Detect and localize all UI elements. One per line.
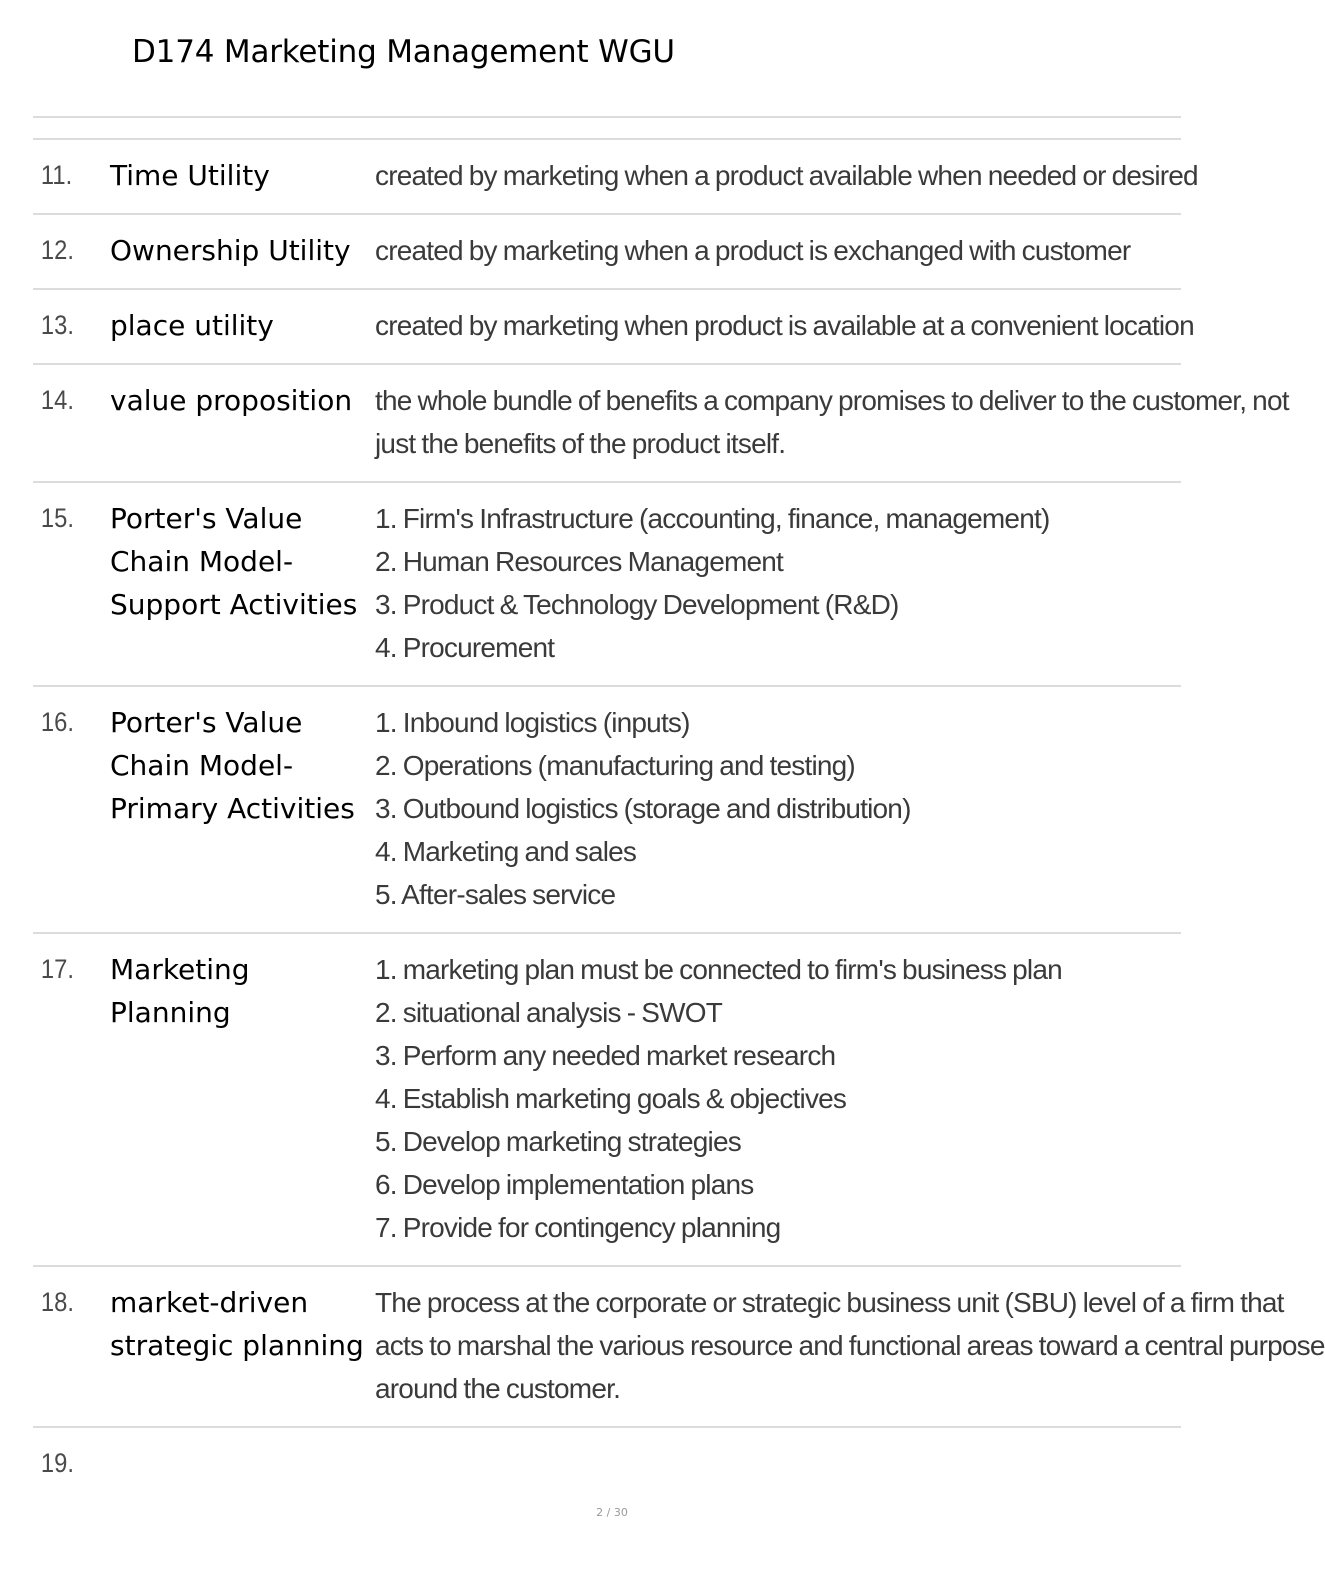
card-definition	[375, 1442, 1181, 1485]
card-number: 12.	[40, 235, 74, 265]
definition-line: 2. Human Resources Management	[375, 546, 784, 577]
card-number: 13.	[40, 310, 74, 340]
flashcard-list	[33, 138, 1325, 1485]
flashcard-row	[33, 932, 1181, 1265]
card-term: Porter's Value Chain Model- Support Activities	[110, 502, 358, 621]
flashcard-row	[33, 288, 1194, 363]
card-term	[110, 1442, 375, 1485]
flashcard-row	[33, 138, 1198, 213]
page-indicator: 2 / 30	[596, 1506, 628, 1519]
definition-line: acts to marshal the various resource and functional areas toward a central purpose	[375, 1330, 1325, 1361]
flashcard-row	[33, 481, 1181, 685]
card-term: Ownership Utility	[110, 234, 351, 267]
card-term: value proposition	[110, 384, 353, 417]
definition-line: 4. Procurement	[375, 632, 555, 663]
card-definition	[375, 154, 1198, 197]
definition-line: 2. situational analysis - SWOT	[375, 997, 723, 1028]
flashcard-row	[33, 363, 1289, 481]
definition-line: 2. Operations (manufacturing and testing)	[375, 750, 855, 781]
card-definition	[375, 497, 1181, 669]
card-term: Porter's Value Chain Model- Primary Activities	[110, 706, 355, 825]
card-definition	[375, 229, 1181, 272]
flashcard-row	[33, 1265, 1325, 1426]
flashcard-row	[33, 1426, 1181, 1485]
card-number: 17.	[40, 954, 74, 984]
card-term: place utility	[110, 309, 274, 342]
card-definition	[375, 1281, 1325, 1410]
definition-line: created by marketing when a product available when needed or desired	[375, 160, 1198, 191]
definition-line: created by marketing when product is available at a convenient location	[375, 310, 1194, 341]
card-definition	[375, 379, 1289, 465]
card-number: 18.	[40, 1287, 74, 1317]
flashcard-row	[33, 213, 1181, 288]
document-title: D174 Marketing Management WGU	[132, 34, 675, 70]
card-number: 15.	[40, 503, 74, 533]
definition-line: The process at the corporate or strategic business unit (SBU) level of a firm that	[375, 1287, 1284, 1318]
definition-line: 1. Firm's Infrastructure (accounting, finance, management)	[375, 503, 1050, 534]
definition-line: 4. Establish marketing goals & objectives	[375, 1083, 847, 1114]
definition-line: 7. Provide for contingency planning	[375, 1212, 781, 1243]
card-term: Marketing Planning	[110, 953, 250, 1029]
definition-line: 5. After-sales service	[375, 879, 616, 910]
definition-line: 3. Perform any needed market research	[375, 1040, 836, 1071]
definition-line: around the customer.	[375, 1373, 621, 1404]
card-definition	[375, 948, 1181, 1249]
definition-line: 1. Inbound logistics (inputs)	[375, 707, 690, 738]
card-number: 11.	[40, 160, 73, 190]
card-number: 14.	[40, 385, 74, 415]
definition-line: 4. Marketing and sales	[375, 836, 637, 867]
definition-line: just the benefits of the product itself.	[375, 428, 786, 459]
definition-line: created by marketing when a product is exchanged with customer	[375, 235, 1131, 266]
card-definition	[375, 701, 1181, 916]
card-number: 16.	[40, 707, 74, 737]
card-number: 19.	[40, 1448, 74, 1478]
header-divider	[33, 116, 1181, 118]
definition-line: 1. marketing plan must be connected to firm's business plan	[375, 954, 1062, 985]
definition-line: 5. Develop marketing strategies	[375, 1126, 741, 1157]
card-term: market-driven strategic planning	[110, 1286, 364, 1362]
card-term: Time Utility	[110, 159, 270, 192]
card-definition	[375, 304, 1194, 347]
definition-line: 3. Outbound logistics (storage and distribution)	[375, 793, 911, 824]
definition-line: 3. Product & Technology Development (R&D)	[375, 589, 899, 620]
definition-line: 6. Develop implementation plans	[375, 1169, 754, 1200]
definition-line: the whole bundle of benefits a company promises to deliver to the customer, not	[375, 385, 1289, 416]
flashcard-row	[33, 685, 1181, 932]
